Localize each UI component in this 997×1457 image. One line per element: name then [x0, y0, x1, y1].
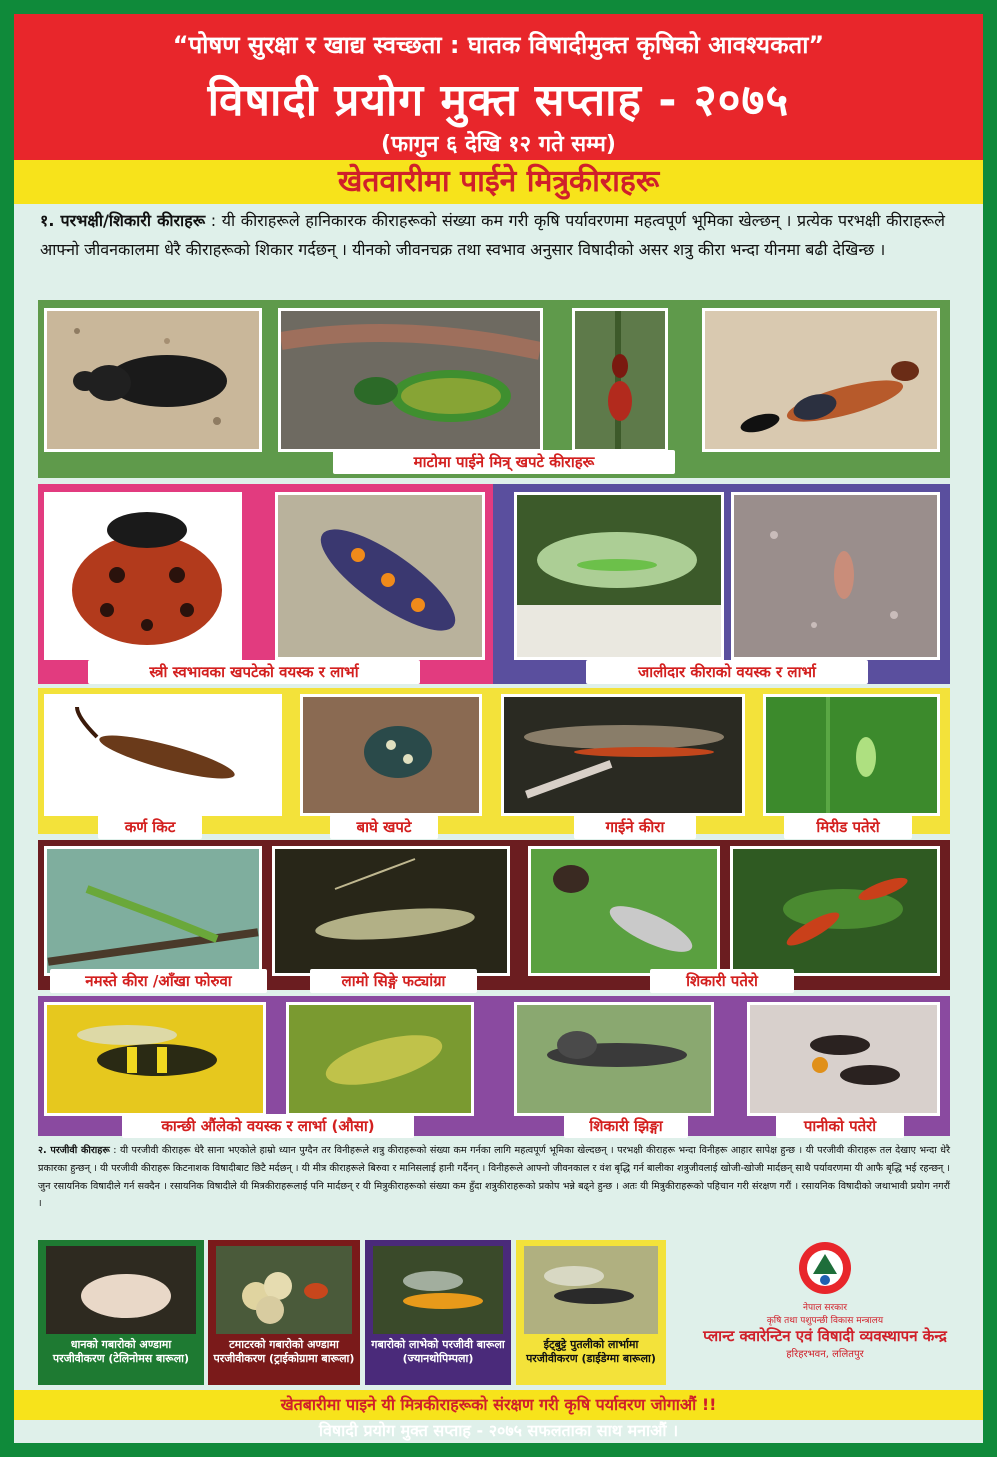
- earwig-photo: [44, 694, 282, 816]
- robber-fly-photo: [514, 1002, 714, 1116]
- hoverfly-adult-photo: [44, 1002, 266, 1116]
- section2-text: : यी परजीवी कीराहरू धेरै साना भएकोले हाम्रो ध्यान पुग्दैन तर विनीहरूले शत्रु कीराहरूको संख्या कम गर्नका लागि महत्वपूर्ण भूमिका खेल्दछन् । परभक्षी कीराहरू भन्दा विनीहरू आहार सापेक्ष हुन्छ । यी परजीवी कीराहरू तल देखाए भन्दा धेरै प्रकारका हुन्छन् । यी परजीवी कीराहरू किटनाशक विषादीबाट छिटै मर्दछन् । यी मीत्र कीराहरूले बिरुवा र मानिसलाई हानी गर्दैनन् । विनीहरूले आफ्नो जीवनकाल र वंश बृद्धि गर्न बालीका शत्रुजीवलाई खोजी-खोजी मार्दछन् साथै पर्यावरणमा यी आफै बृद्धि भई रहन्छन् । जुन रसायनिक विषादीले गर्न सक्दैन । रसायनिक विषादीले यी मित्रकीराहरूलाई पनि मार्दछन् र यी मित्रुकीराहरूको संख्या कम हुँदा शत्रुकीराहरूको प्रकोप भन्ने बढ्ने हुन्छ । अतः यी मित्रुकीराहरूको पहिचान गरी संरक्षण गरौं । रसायनिक विषादीको जथाभावी प्रयोग नगरौं ।: [38, 1145, 950, 1210]
- caption-hoverfly: कान्छी औंलेको वयस्क र लार्भा (औसा): [122, 1114, 414, 1138]
- caption-tiger-beetle: बाघे खपटे: [330, 815, 438, 839]
- ladybird-adult-photo: [44, 492, 242, 660]
- parasitoid-caption-xanthopimpla: गबारोको लाभेको परजीवी बारूला (ज्यानथोपिम्पला): [371, 1338, 505, 1365]
- org-address: हरिहरभवन, ललितपुर: [786, 1349, 864, 1360]
- header-banner: [14, 14, 983, 160]
- caption-water-bug: पानीको पतेरो: [776, 1114, 904, 1138]
- green-ground-beetle-photo: [278, 308, 543, 452]
- lacewing-adult-photo: [514, 492, 724, 660]
- tiger-beetle-photo: [300, 694, 482, 816]
- caption-dragonfly: गाईने कीरा: [574, 815, 696, 839]
- water-bug-photo: [747, 1002, 940, 1116]
- ground-beetle-photo: [44, 308, 262, 452]
- rove-beetle-photo: [702, 308, 940, 452]
- parasitoid-caption-diadegma: ईट्बुट्टे पुतलीको लार्भामा परजीवीकरण (डाईडेग्मा बारूला): [526, 1338, 656, 1365]
- parasitoid-caption-trichogramma: टमाटरको गबारोको अण्डामा परजीवीकरण (ट्राईकोग्रामा बारूला): [213, 1338, 355, 1365]
- nepal-emblem-icon: [797, 1240, 853, 1296]
- parasitoid-card-xanthopimpla: [365, 1240, 511, 1385]
- org-center: प्लान्ट क्वारेन्टिन एवं विषादी व्यवस्थापन केन्द्र: [703, 1327, 947, 1345]
- caption-lacewing: जालीदार कीराको वयस्क र लार्भा: [586, 660, 868, 684]
- closing-text: विषादी प्रयोग मुक्त सप्ताह - २०७५ सफलताका साथ मनाऔं ।: [318, 1421, 679, 1440]
- organization-block: [680, 1240, 970, 1390]
- caption-earwig: कर्ण किट: [98, 815, 202, 839]
- hoverfly-larva-photo: [286, 1002, 474, 1116]
- ladybird-larva-photo: [275, 492, 485, 660]
- mirid-bug-photo: [763, 694, 940, 816]
- appeal-band: [14, 1390, 983, 1420]
- caption-predatory-bug: शिकारी पतेरो: [650, 969, 794, 993]
- section2-heading: २. परजीवी कीराहरू: [38, 1145, 110, 1156]
- caption-ground-beetles: माटोमा पाईने मित्र् खपटे कीराहरू: [333, 450, 675, 474]
- section1-text: : यी कीराहरूले हानिकारक कीराहरूको संख्या कम गरी कृषि पर्यावरणमा महत्वपूर्ण भूमिका खेल्छन् । प्रत्येक परभक्षी कीराहरूले आफ्नो जीवनकालमा धेरै कीराहरूको शिकार गर्दछन् । यीनको जीवनचक्र तथा स्वभाव अनुसार विषादीको असर शत्रु कीरा भन्दा यीनमा बढी देखिन्छ ।: [40, 211, 945, 259]
- org-government: नेपाल सरकार: [802, 1303, 848, 1313]
- section1-heading: १. परभक्षी/शिकारी कीराहरू: [40, 211, 206, 230]
- parasitoid-caption-telenomus: धानको गबारोको अण्डामा परजीवीकरण (टेलिनोमस बारूला): [52, 1338, 190, 1365]
- lacewing-larva-photo: [731, 492, 940, 660]
- caption-mantis: नमस्ते कीरा /आँखा फोरुवा: [50, 969, 267, 993]
- caption-grasshopper: लामो सिङ्गे फट्यांग्रा: [310, 969, 477, 993]
- parasitoid-card-trichogramma: [208, 1240, 360, 1385]
- caption-robberfly: शिकारी झिङ्गा: [564, 1114, 688, 1138]
- org-ministry: कृषि तथा पशुपन्छी विकास मन्त्रालय: [766, 1316, 884, 1326]
- subtitle-band: [14, 160, 983, 204]
- main-title: विषादी प्रयोग मुक्त सप्ताह - २०७५: [207, 75, 790, 126]
- slogan: “पोषण सुरक्षा र खाद्य स्वच्छता : घातक विषादीमुक्त कृषिको आवश्यकता”: [172, 31, 825, 59]
- parasitoid-card-telenomus: [38, 1240, 204, 1385]
- praying-mantis-photo: [44, 846, 262, 976]
- appeal-text: खेतबारीमा पाइने यी मित्रकीराहरूको संरक्षण गरी कृषि पर्यावरण जोगाऔं !!: [280, 1395, 717, 1414]
- caption-mirid: मिरीड पतेरो: [784, 815, 912, 839]
- section2-paragraph: [38, 1142, 950, 1213]
- caption-ladybird: स्त्री स्वभावका खपटेको वयस्क र लार्भा: [88, 660, 420, 684]
- event-dates: (फागुन ६ देखि १२ गते सम्म): [381, 132, 616, 157]
- parasitoid-card-diadegma: [516, 1240, 666, 1385]
- dragonfly-photo: [501, 694, 745, 816]
- subtitle: खेतवारीमा पाईने मित्रुकीराहरू: [337, 164, 660, 199]
- long-horned-grasshopper-photo: [272, 846, 510, 976]
- section1-paragraph: [40, 206, 945, 264]
- ant-like-beetle-photo: [572, 308, 668, 452]
- closing-band: [14, 1420, 983, 1443]
- assassin-bug-photo: [730, 846, 940, 976]
- predatory-bug-photo: [528, 846, 720, 976]
